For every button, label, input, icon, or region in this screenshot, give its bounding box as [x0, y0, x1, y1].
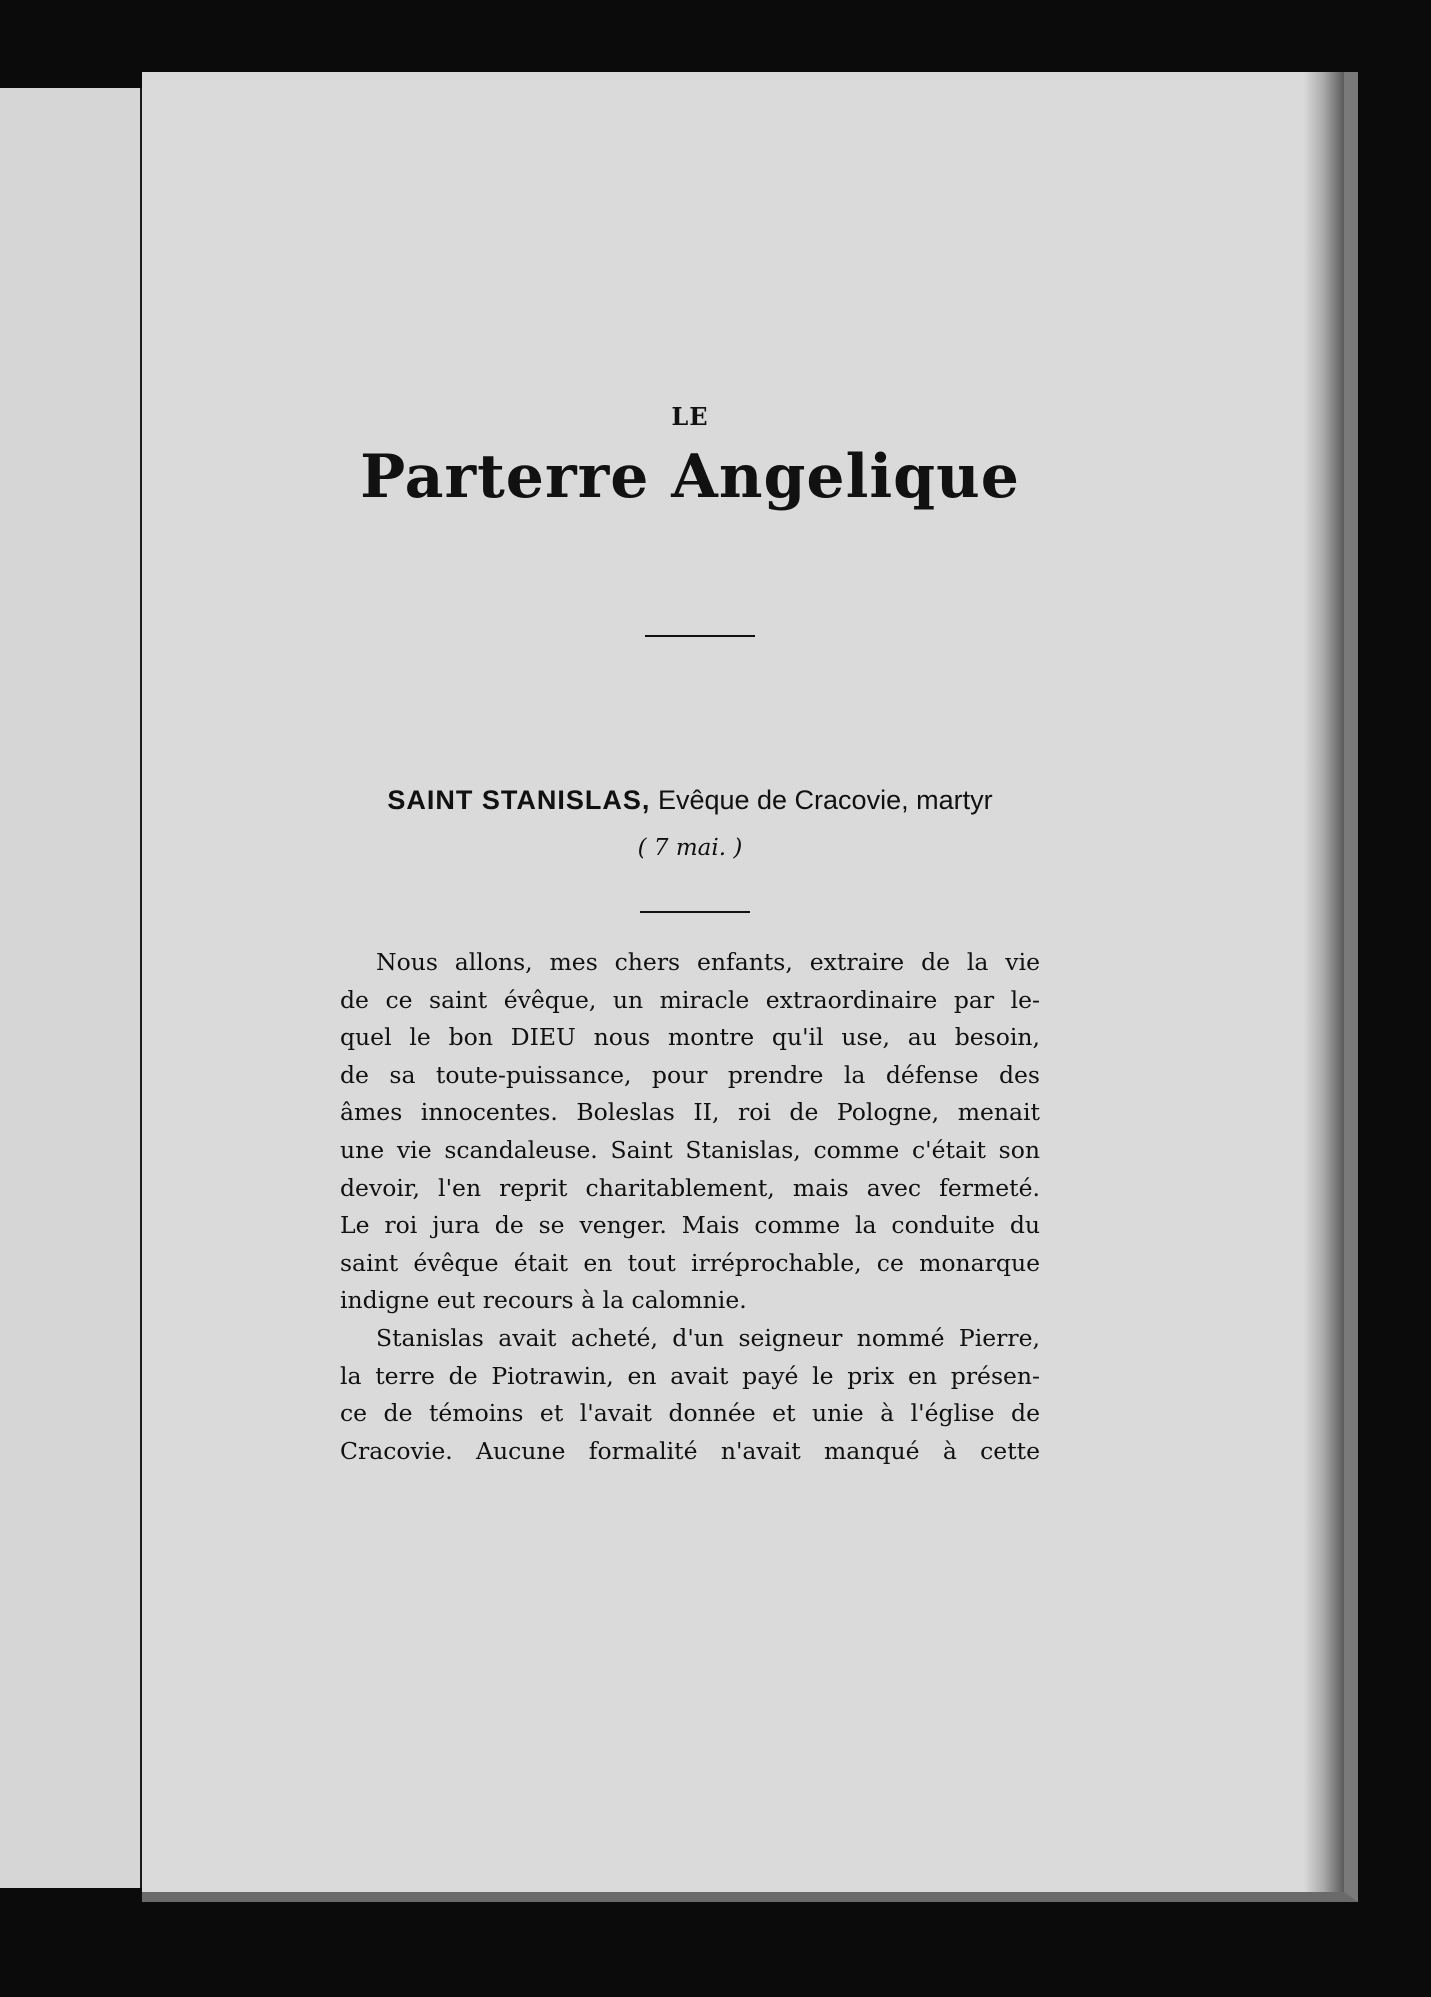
chapter-heading	[340, 785, 1040, 816]
feast-date: ( 7 mai. )	[637, 835, 743, 861]
paragraph	[340, 944, 1040, 1320]
text-line: de ce saint évêque, un miracle extraordinaire par le-	[340, 985, 1040, 1014]
title-rule	[645, 635, 755, 637]
title-article: LE	[671, 402, 709, 431]
text-line: âmes innocentes. Boleslas II, roi de Pologne, menait	[340, 1098, 1040, 1127]
heading-rule	[640, 911, 750, 913]
book-title: Parterre Angelique	[360, 442, 1020, 512]
paragraph	[340, 1320, 1040, 1470]
text-line: indigne eut recours à la calomnie.	[340, 1286, 747, 1315]
facing-page-edge	[0, 88, 143, 1888]
book-page	[142, 72, 1358, 1902]
page-edge-shadow	[1304, 72, 1344, 1892]
text-line: la terre de Piotrawin, en avait payé le prix en présen-	[340, 1361, 1040, 1390]
text-line: Le roi jura de se venger. Mais comme la conduite du	[340, 1211, 1040, 1240]
text-line: devoir, l'en reprit charitablement, mais avec fermeté.	[340, 1173, 1040, 1202]
text-line: Nous allons, mes chers enfants, extraire de la vie	[376, 948, 1040, 976]
body-text	[340, 944, 1040, 1470]
text-line: une vie scandaleuse. Saint Stanislas, comme c'était son	[340, 1135, 1040, 1164]
text-line: Stanislas avait acheté, d'un seigneur nommé Pierre,	[376, 1323, 1040, 1352]
text-line: Cracovie. Aucune formalité n'avait manqué à cette	[340, 1436, 1040, 1465]
text-line: saint évêque était en tout irréprochable, ce monarque	[340, 1248, 1040, 1277]
text-line: de sa toute-puissance, pour prendre la défense des	[340, 1060, 1040, 1089]
heading-saint-name: SAINT STANISLAS,	[387, 785, 651, 815]
text-line: ce de témoins et l'avait donnée et unie à l'église de	[340, 1399, 1040, 1428]
heading-subtitle: Evêque de Cracovie, martyr	[657, 785, 993, 815]
text-line: quel le bon DIEU nous montre qu'il use, au besoin,	[340, 1023, 1040, 1052]
